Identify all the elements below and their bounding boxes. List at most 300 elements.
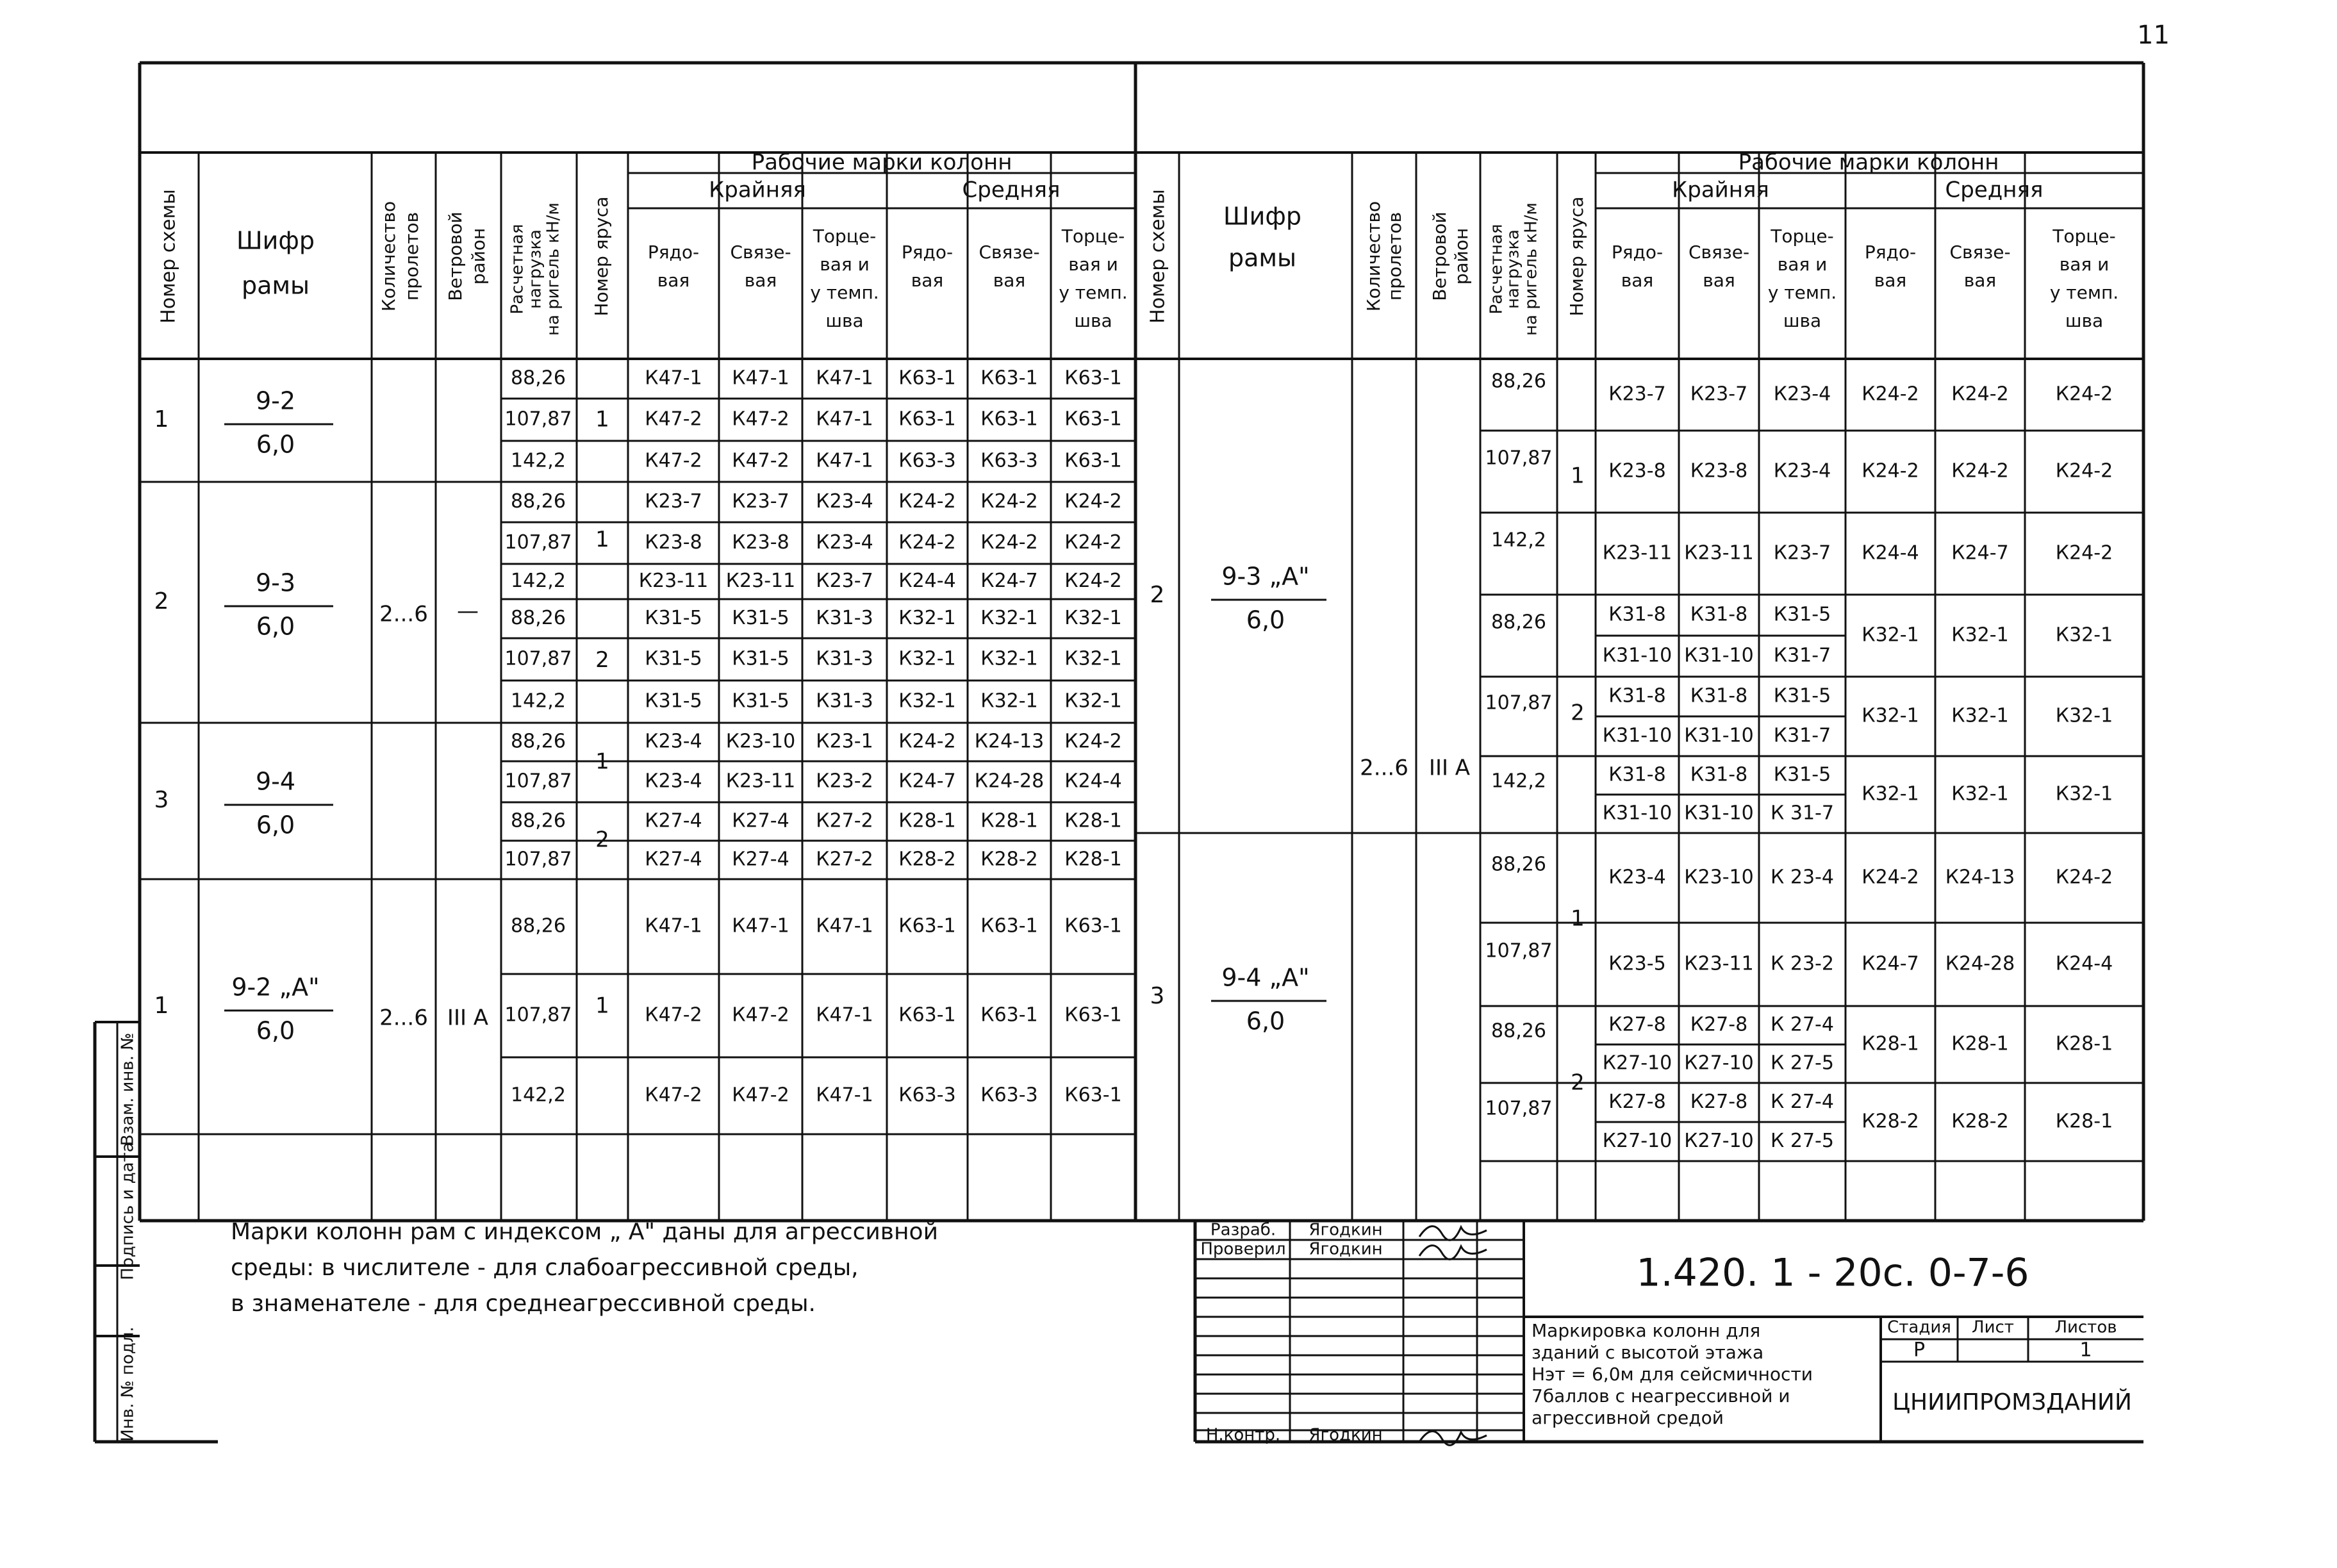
left-mark: К47-1 [816, 367, 873, 390]
right-mark: К23-4 [1608, 866, 1666, 889]
left-mark: К27-4 [732, 848, 789, 871]
right-mark: К31-7 [1773, 644, 1831, 667]
header-subcol: вая [1703, 270, 1735, 291]
header-subcol: Рядо- [1864, 242, 1917, 263]
right-cipher-bottom: 6,0 [1246, 1007, 1285, 1036]
right-mark: К31-8 [1608, 763, 1666, 786]
header-subcol: вая [1621, 270, 1654, 291]
left-load: 107,87 [504, 408, 572, 431]
right-mark: К23-7 [1608, 383, 1666, 406]
right-schema: 2 [1150, 582, 1165, 608]
stamp-role: Н.контр. [1205, 1425, 1281, 1445]
left-tier: 2 [595, 827, 609, 853]
left-mark: К31-3 [816, 689, 873, 713]
left-mark: К32-1 [898, 607, 956, 629]
header-tier: Номер яруса [591, 196, 612, 317]
left-mark: К63-3 [980, 1084, 1038, 1107]
header-tier: Номер яруса [1566, 196, 1587, 317]
header-subcol: вая [1963, 270, 1997, 291]
left-mark: К47-1 [816, 1003, 873, 1027]
left-mark: К63-1 [1064, 367, 1122, 390]
right-mark: К32-1 [1862, 623, 1919, 647]
right-mark: К31-8 [1690, 603, 1748, 626]
left-mark: К47-2 [732, 449, 789, 472]
right-mark: К27-8 [1608, 1013, 1666, 1036]
left-mark: К28-1 [898, 809, 956, 832]
left-mark: К63-1 [1064, 449, 1122, 472]
header-spans: пролетов [401, 211, 422, 301]
left-cipher-top: 9-2 „А" [231, 973, 320, 1002]
right-mark: К 27-5 [1771, 1130, 1834, 1152]
header-schema-no: Номер схемы [1146, 189, 1169, 324]
right-load: 88,26 [1491, 370, 1546, 393]
left-mark: К31-5 [732, 607, 789, 629]
header-subcol: Связе- [1688, 242, 1750, 263]
right-mark: К24-2 [1862, 866, 1919, 889]
header-load: Расчетная [508, 224, 527, 315]
left-load: 88,26 [511, 809, 566, 832]
left-mark: К31-5 [732, 647, 789, 670]
left-mark: К31-5 [732, 689, 789, 713]
right-mark: К24-4 [2055, 952, 2113, 975]
right-mark: К28-1 [1951, 1032, 2009, 1055]
header-subcol: вая [911, 270, 944, 291]
stamp-title-line: Нэт = 6,0м для сейсмичности [1532, 1364, 1813, 1385]
left-mark: К47-2 [645, 1003, 702, 1027]
header-spans: пролетов [1384, 211, 1405, 301]
right-mark: К31-10 [1684, 724, 1754, 747]
right-mark: К 27-4 [1771, 1013, 1834, 1036]
left-mark: К63-1 [1064, 914, 1122, 937]
stamp-sheet-label: Лист [1972, 1317, 2014, 1337]
stamp-title-line: зданий с высотой этажа [1532, 1342, 1764, 1363]
left-mark: К24-2 [898, 490, 956, 513]
left-load: 88,26 [511, 607, 566, 629]
left-load: 88,26 [511, 730, 566, 753]
right-load: 107,87 [1485, 1097, 1553, 1120]
left-mark: К27-2 [816, 809, 873, 832]
header-subcol: шва [1783, 310, 1822, 331]
left-cipher-bottom: 6,0 [256, 811, 295, 839]
right-load: 88,26 [1491, 853, 1546, 876]
left-load: 88,26 [511, 914, 566, 937]
footnote-line-2: среды: в числителе - для слабоагрессивной среды, [231, 1255, 859, 1281]
left-cipher-top: 9-3 [255, 568, 296, 597]
left-cipher-bottom: 6,0 [256, 1016, 295, 1045]
right-spans: 2...6 [1360, 755, 1408, 781]
left-mark: К31-5 [645, 647, 702, 670]
header-subcol: Торце- [813, 226, 877, 247]
document-code: 1.420. 1 - 20с. 0-7-6 [1636, 1250, 2029, 1296]
right-mark: К23-10 [1684, 866, 1754, 889]
header-subcol: у темп. [810, 282, 879, 303]
header-subcol: Торце- [1061, 226, 1125, 247]
header-subcol: вая [1874, 270, 1907, 291]
right-load: 107,87 [1485, 447, 1553, 470]
left-mark: К24-2 [1064, 570, 1122, 592]
left-mark: К63-3 [980, 449, 1038, 472]
right-mark: К32-1 [1951, 782, 2009, 805]
right-mark: К27-10 [1602, 1052, 1672, 1075]
right-mark: К23-5 [1608, 952, 1666, 975]
left-mark: К24-4 [898, 570, 956, 592]
left-wind: — [457, 598, 479, 624]
left-mark: К23-4 [645, 770, 702, 793]
left-mark: К63-1 [898, 408, 956, 431]
right-mark: К24-4 [1862, 541, 1919, 565]
header-working-marks: Рабочие марки колонн [1738, 149, 1999, 176]
left-mark: К23-7 [732, 490, 789, 513]
left-mark: К27-4 [645, 848, 702, 871]
right-mark: К31-10 [1684, 644, 1754, 667]
right-wind: III А [1428, 755, 1471, 781]
left-mark: К31-3 [816, 607, 873, 629]
header-spans: Количество [378, 201, 399, 312]
right-mark: К28-1 [1862, 1032, 1919, 1055]
stamp-name: Ягодкин [1309, 1239, 1383, 1259]
left-mark: К24-2 [898, 531, 956, 554]
header-subcol: Рядо- [901, 242, 954, 263]
left-wind: III А [447, 1005, 489, 1031]
right-mark: К24-2 [1862, 459, 1919, 483]
left-mark: К63-1 [898, 367, 956, 390]
left-spans: 2...6 [379, 601, 428, 627]
right-mark: К28-2 [1862, 1110, 1919, 1133]
right-mark: К28-1 [2055, 1032, 2113, 1055]
left-load: 88,26 [511, 367, 566, 390]
header-subcol: у темп. [2049, 282, 2119, 303]
header-subcol: Связе- [730, 242, 791, 263]
left-mark: К47-1 [816, 914, 873, 937]
right-mark: К24-2 [2055, 459, 2113, 483]
header-subcol: Связе- [979, 242, 1040, 263]
left-mark: К23-4 [645, 730, 702, 753]
stamp-role: Разраб. [1210, 1220, 1276, 1240]
left-mark: К24-2 [1064, 531, 1122, 554]
left-mark: К32-1 [980, 607, 1038, 629]
left-mark: К63-1 [1064, 408, 1122, 431]
left-mark: К32-1 [1064, 647, 1122, 670]
right-mark: К32-1 [1862, 704, 1919, 727]
left-mark: К47-1 [645, 914, 702, 937]
stamp-title-line: Маркировка колонн для [1532, 1320, 1761, 1341]
right-mark: К27-10 [1684, 1052, 1754, 1075]
footnote-line-1: Марки колонн рам с индексом „ А" даны для агрессивной [231, 1219, 938, 1245]
left-load: 107,87 [504, 1003, 572, 1027]
header-subcol: у темп. [1059, 282, 1128, 303]
right-mark: К24-2 [2055, 866, 2113, 889]
left-schema: 2 [154, 588, 169, 615]
left-mark: К28-2 [980, 848, 1038, 871]
left-load: 88,26 [511, 490, 566, 513]
stamp-title-line: агрессивной средой [1532, 1407, 1724, 1428]
left-cipher-top: 9-2 [255, 386, 296, 415]
left-mark: К47-2 [732, 1084, 789, 1107]
right-mark: К32-1 [2055, 704, 2113, 727]
header-wind: район [1451, 227, 1472, 285]
right-mark: К24-2 [1951, 383, 2009, 406]
header-subcol: вая и [1777, 254, 1828, 275]
header-subcol: вая и [1068, 254, 1118, 275]
left-mark: К27-4 [645, 809, 702, 832]
left-mark: К23-11 [725, 770, 796, 793]
left-mark: К24-2 [980, 531, 1038, 554]
left-mark: К23-1 [816, 730, 873, 753]
left-mark: К23-11 [725, 570, 796, 592]
left-mark: К63-1 [980, 914, 1038, 937]
header-subcol: Рядо- [647, 242, 700, 263]
right-tier: 2 [1571, 700, 1585, 726]
right-load: 107,87 [1485, 939, 1553, 962]
right-mark: К31-10 [1602, 644, 1672, 667]
header-cipher: рамы [1228, 243, 1297, 272]
right-mark: К 23-4 [1771, 866, 1834, 889]
left-tier: 2 [595, 647, 609, 673]
stamp-sheets: 1 [2079, 1339, 2092, 1362]
header-middle: Средняя [962, 177, 1061, 203]
left-load: 107,87 [504, 647, 572, 670]
right-load: 88,26 [1491, 611, 1546, 634]
header-subcol: Торце- [1771, 226, 1834, 247]
left-load: 107,87 [504, 848, 572, 871]
right-mark: К23-11 [1684, 952, 1754, 975]
left-mark: К28-1 [980, 809, 1038, 832]
left-schema: 1 [154, 406, 169, 433]
left-mark: К31-3 [816, 647, 873, 670]
header-edge: Крайняя [1672, 177, 1769, 203]
right-mark: К28-2 [1951, 1110, 2009, 1133]
stamp-side-cell: Подпись и дата [118, 1142, 138, 1280]
right-mark: К23-4 [1773, 459, 1831, 483]
right-tier: 2 [1571, 1069, 1585, 1096]
left-mark: К31-5 [645, 607, 702, 629]
right-mark: К23-8 [1608, 459, 1666, 483]
stamp-side-cell: Инв. № подл. [118, 1326, 138, 1442]
header-wind: Ветровой [1429, 211, 1450, 301]
left-cipher-bottom: 6,0 [256, 612, 295, 641]
right-load: 88,26 [1491, 1019, 1546, 1043]
left-mark: К47-1 [816, 1084, 873, 1107]
left-mark: К23-8 [645, 531, 702, 554]
right-mark: К23-11 [1602, 541, 1672, 565]
left-mark: К32-1 [1064, 689, 1122, 713]
left-mark: К23-2 [816, 770, 873, 793]
left-mark: К63-1 [898, 1003, 956, 1027]
stamp-name: Ягодкин [1309, 1220, 1383, 1240]
left-mark: К63-1 [898, 914, 956, 937]
right-mark: К31-10 [1602, 724, 1672, 747]
left-mark: К24-13 [974, 730, 1045, 753]
left-mark: К24-2 [1064, 490, 1122, 513]
header-cipher: Шифр [1223, 202, 1301, 231]
left-mark: К24-2 [1064, 730, 1122, 753]
left-mark: К47-2 [732, 408, 789, 431]
left-mark: К63-1 [1064, 1084, 1122, 1107]
right-mark: К28-1 [2055, 1110, 2113, 1133]
header-load: на ригель кН/м [1521, 202, 1541, 336]
header-subcol: вая [657, 270, 690, 291]
right-mark: К32-1 [2055, 623, 2113, 647]
right-mark: К27-10 [1602, 1130, 1672, 1152]
left-load: 142,2 [511, 570, 566, 592]
header-load: нагрузка [1503, 229, 1523, 309]
left-schema: 1 [154, 993, 169, 1019]
right-mark: К23-11 [1684, 541, 1754, 565]
right-mark: К24-2 [1862, 383, 1919, 406]
right-mark: К23-4 [1773, 383, 1831, 406]
left-mark: К28-1 [1064, 809, 1122, 832]
right-mark: К24-2 [1951, 459, 2009, 483]
right-mark: К 27-5 [1771, 1052, 1834, 1075]
header-load: Расчетная [1487, 224, 1507, 315]
right-cipher-top: 9-3 „А" [1221, 562, 1310, 591]
header-subcol: Рядо- [1611, 242, 1664, 263]
right-mark: К 27-4 [1771, 1091, 1834, 1113]
header-wind: район [468, 227, 489, 285]
right-load: 142,2 [1491, 529, 1546, 552]
header-subcol: вая и [820, 254, 870, 275]
header-subcol: Торце- [2052, 226, 2116, 247]
left-mark: К23-4 [816, 531, 873, 554]
right-mark: К27-8 [1690, 1013, 1748, 1036]
left-mark: К63-1 [980, 408, 1038, 431]
header-subcol: шва [825, 310, 864, 331]
left-spans: 2...6 [379, 1005, 428, 1031]
right-schema: 3 [1150, 983, 1165, 1009]
right-mark: К31-10 [1684, 802, 1754, 825]
right-mark: К27-8 [1608, 1091, 1666, 1113]
left-mark: К47-1 [732, 367, 789, 390]
right-mark: К32-1 [1951, 704, 2009, 727]
right-mark: К31-8 [1690, 684, 1748, 707]
left-mark: К63-3 [898, 1084, 956, 1107]
right-mark: К23-8 [1690, 459, 1748, 483]
header-schema-no: Номер схемы [157, 189, 180, 324]
header-wind: Ветровой [445, 211, 466, 301]
left-mark: К23-4 [816, 490, 873, 513]
left-mark: К32-1 [980, 689, 1038, 713]
left-tier: 1 [595, 748, 609, 775]
footnote-line-3: в знаменателе - для среднеагрессивной среды. [231, 1291, 816, 1317]
left-mark: К32-1 [1064, 607, 1122, 629]
left-mark: К24-28 [974, 770, 1045, 793]
right-mark: К24-2 [2055, 383, 2113, 406]
stamp-organization: ЦНИИПРОМЗДАНИЙ [1892, 1389, 2132, 1415]
right-mark: К32-1 [1862, 782, 1919, 805]
header-subcol: шва [2065, 310, 2104, 331]
right-load: 107,87 [1485, 691, 1553, 714]
left-mark: К31-5 [645, 689, 702, 713]
right-mark: К32-1 [2055, 782, 2113, 805]
header-edge: Крайняя [709, 177, 806, 203]
left-mark: К28-2 [898, 848, 956, 871]
footnote [231, 1214, 1192, 1322]
left-mark: К24-4 [1064, 770, 1122, 793]
left-mark: К47-1 [732, 914, 789, 937]
left-mark: К47-1 [816, 408, 873, 431]
left-mark: К47-2 [645, 1084, 702, 1107]
right-mark: К31-8 [1690, 763, 1748, 786]
header-middle: Средняя [1945, 177, 2044, 203]
header-load: на ригель кН/м [543, 202, 563, 336]
stamp-stage: Р [1913, 1339, 1926, 1362]
stamp-name: Ягодкин [1309, 1425, 1383, 1445]
left-mark: К24-7 [980, 570, 1038, 592]
right-mark: К23-7 [1690, 383, 1748, 406]
header-spans: Количество [1363, 201, 1384, 312]
right-mark: К 31-7 [1771, 802, 1834, 825]
right-tier: 1 [1571, 463, 1585, 489]
right-mark: К24-7 [1951, 541, 2009, 565]
left-schema: 3 [154, 787, 169, 813]
stamp-role: Проверил [1200, 1239, 1286, 1259]
left-mark: К24-2 [980, 490, 1038, 513]
left-mark: К47-2 [645, 449, 702, 472]
left-load: 142,2 [511, 689, 566, 713]
right-mark: К23-7 [1773, 541, 1831, 565]
right-mark: К24-2 [2055, 541, 2113, 565]
left-load: 142,2 [511, 449, 566, 472]
left-mark: К27-4 [732, 809, 789, 832]
right-mark: К31-5 [1773, 763, 1831, 786]
right-cipher-top: 9-4 „А" [1221, 963, 1310, 992]
right-mark: К27-8 [1690, 1091, 1748, 1113]
right-mark: К31-5 [1773, 603, 1831, 626]
header-subcol: вая и [2059, 254, 2110, 275]
left-mark: К24-7 [898, 770, 956, 793]
stamp-side-cell: Взам. инв. № [118, 1032, 138, 1146]
left-tier: 1 [595, 993, 609, 1019]
right-mark: К24-13 [1945, 866, 2015, 889]
left-mark: К47-1 [645, 367, 702, 390]
left-mark: К47-2 [645, 408, 702, 431]
left-mark: К23-8 [732, 531, 789, 554]
left-mark: К63-1 [980, 1003, 1038, 1027]
left-load: 107,87 [504, 770, 572, 793]
left-load: 107,87 [504, 531, 572, 554]
left-load: 142,2 [511, 1084, 566, 1107]
left-mark: К23-7 [816, 570, 873, 592]
right-mark: К31-5 [1773, 684, 1831, 707]
left-mark: К27-2 [816, 848, 873, 871]
left-mark: К23-10 [725, 730, 796, 753]
left-tier: 1 [595, 406, 609, 433]
left-mark: К28-1 [1064, 848, 1122, 871]
right-mark: К31-8 [1608, 684, 1666, 707]
right-mark: К24-28 [1945, 952, 2015, 975]
left-mark: К23-7 [645, 490, 702, 513]
header-cipher: Шифр [236, 226, 315, 255]
left-mark: К32-1 [898, 689, 956, 713]
right-mark: К32-1 [1951, 623, 2009, 647]
stamp-sheets-label: Листов [2054, 1317, 2117, 1337]
left-mark: К24-2 [898, 730, 956, 753]
right-mark: К27-10 [1684, 1130, 1754, 1152]
header-subcol: вая [744, 270, 777, 291]
right-mark: К 23-2 [1771, 952, 1834, 975]
header-subcol: Связе- [1949, 242, 2011, 263]
right-mark: К31-8 [1608, 603, 1666, 626]
stamp-title-line: 7баллов с неагрессивной и [1532, 1385, 1790, 1407]
left-mark: К63-1 [1064, 1003, 1122, 1027]
header-load: нагрузка [525, 229, 545, 309]
left-mark: К32-1 [980, 647, 1038, 670]
right-tier: 1 [1571, 905, 1585, 932]
left-mark: К63-3 [898, 449, 956, 472]
stamp-stage-label: Стадия [1887, 1317, 1951, 1337]
left-mark: К47-1 [816, 449, 873, 472]
left-mark: К47-2 [732, 1003, 789, 1027]
